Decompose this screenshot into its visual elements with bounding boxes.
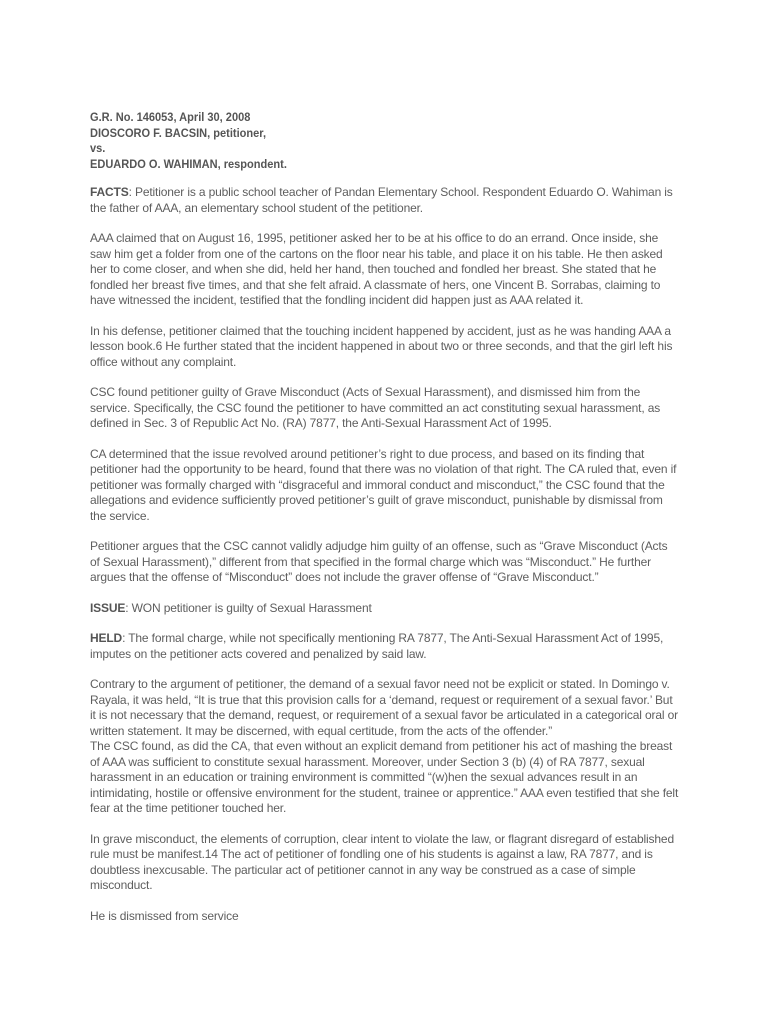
case-caption <box>90 110 633 172</box>
petitioner-name: DIOSCORO F. BACSIN, petitioner, <box>90 125 267 140</box>
case-number: G.R. No. 146053, April 30, 2008 <box>90 110 251 124</box>
respondent-name: EDUARDO O. WAHIMAN, respondent. <box>90 156 287 171</box>
issue-label: ISSUE <box>90 600 126 615</box>
issue-text: : WON petitioner is guilty of Sexual Harassment <box>125 600 372 615</box>
facts-paragraph-3: In his defense, petitioner claimed that the touching incident happened by accident, just as he was handing AAA a lesson book.6 He further stated that the incident happened in about two or three seconds, and that the girl left his office without any complaint. <box>90 323 673 369</box>
document-page <box>90 110 680 939</box>
held-label: HELD <box>90 631 123 645</box>
held-paragraph-2: Contrary to the argument of petitioner, the demand of a sexual favor need not be explicit or stated. In Domingo v. Rayala, it was held, “It is true that this provision calls for a ‘demand, request or requirement of a sexual favor.’ But it is not necessary that the demand, request, or requirement of a sexual favor be articulated in a categorical oral or written statement. It may be discerned, with equal certitude, from the acts of the offender.” <box>90 677 678 738</box>
facts-paragraph-1 <box>90 185 680 216</box>
issue-paragraph <box>90 601 680 617</box>
held-paragraph-1 <box>90 631 680 662</box>
facts-label: FACTS <box>90 185 129 199</box>
facts-text: : Petitioner is a public school teacher of Pandan Elementary School. Respondent Eduardo O. Wahiman is the father of AAA, an elementary school student of the petitioner. <box>90 185 673 215</box>
facts-paragraph-6: Petitioner argues that the CSC cannot validly adjudge him guilty of an offense, such as “Grave Misconduct (Acts of Sexual Harassment),” different from that specified in the formal charge which was “Misconduct.” He further argues that the offense of “Misconduct” does not include the graver offense of “Grave Misconduct.” <box>90 539 668 584</box>
facts-paragraph-4: CSC found petitioner guilty of Grave Misconduct (Acts of Sexual Harassment), and dismissed him from the service. Specifically, the CSC found the petitioner to have committed an act constituting sexual harassment, as defined in Sec. 3 of Republic Act No. (RA) 7877, the Anti-Sexual Harassment Act of 1995. <box>90 385 661 430</box>
facts-paragraph-2: AAA claimed that on August 16, 1995, petitioner asked her to be at his office to do an errand. Once inside, she saw him get a folder from one of the cartons on the floor near his table, and place it on his table. He then asked her to come closer, and when she did, held her hand, then touched and fondled her breast. She stated that he fondled her breast five times, and that she felt afraid. A classmate of hers, one Vincent B. Sorrabas, claiming to have witnessed the incident, testified that the fondling incident did happen just as AAA related it. <box>90 231 663 307</box>
held-paragraph-3: The CSC found, as did the CA, that even without an explicit demand from petitioner his act of mashing the breast of AAA was sufficient to constitute sexual harassment. Moreover, under Section 3 (b) (4) of RA 7877, sexual harassment in an education or training environment is committed “(w)hen the sexual advances result in an intimidating, hostile or offensive environment for the student, trainee or apprentice.” AAA even testified that she felt fear at the time petitioner touched her. <box>90 739 679 815</box>
facts-paragraph-5: CA determined that the issue revolved around petitioner’s right to due process, and based on its finding that petitioner had the opportunity to be heard, found that there was no violation of that right. The CA ruled that, even if petitioner was formally charged with “disgraceful and immoral conduct and misconduct,” the CSC found that the allegations and evidence sufficiently proved petitioner’s guilt of grave misconduct, punishable by dismissal from the service. <box>90 446 677 523</box>
held-paragraph-4: In grave misconduct, the elements of corruption, clear intent to violate the law, or flagrant disregard of established rule must be manifest.14 The act of petitioner of fondling one of his students is against a law, RA 7877, and is doubtless inexcusable. The particular act of petitioner cannot in any way be construed as a case of simple misconduct. <box>90 831 674 892</box>
versus-label: vs. <box>90 141 106 155</box>
held-text: : The formal charge, while not specifically mentioning RA 7877, The Anti-Sexual Harassment Act of 1995, imputes on the petitioner acts covered and penalized by said law. <box>90 631 664 661</box>
held-conclusion: He is dismissed from service <box>90 908 239 923</box>
